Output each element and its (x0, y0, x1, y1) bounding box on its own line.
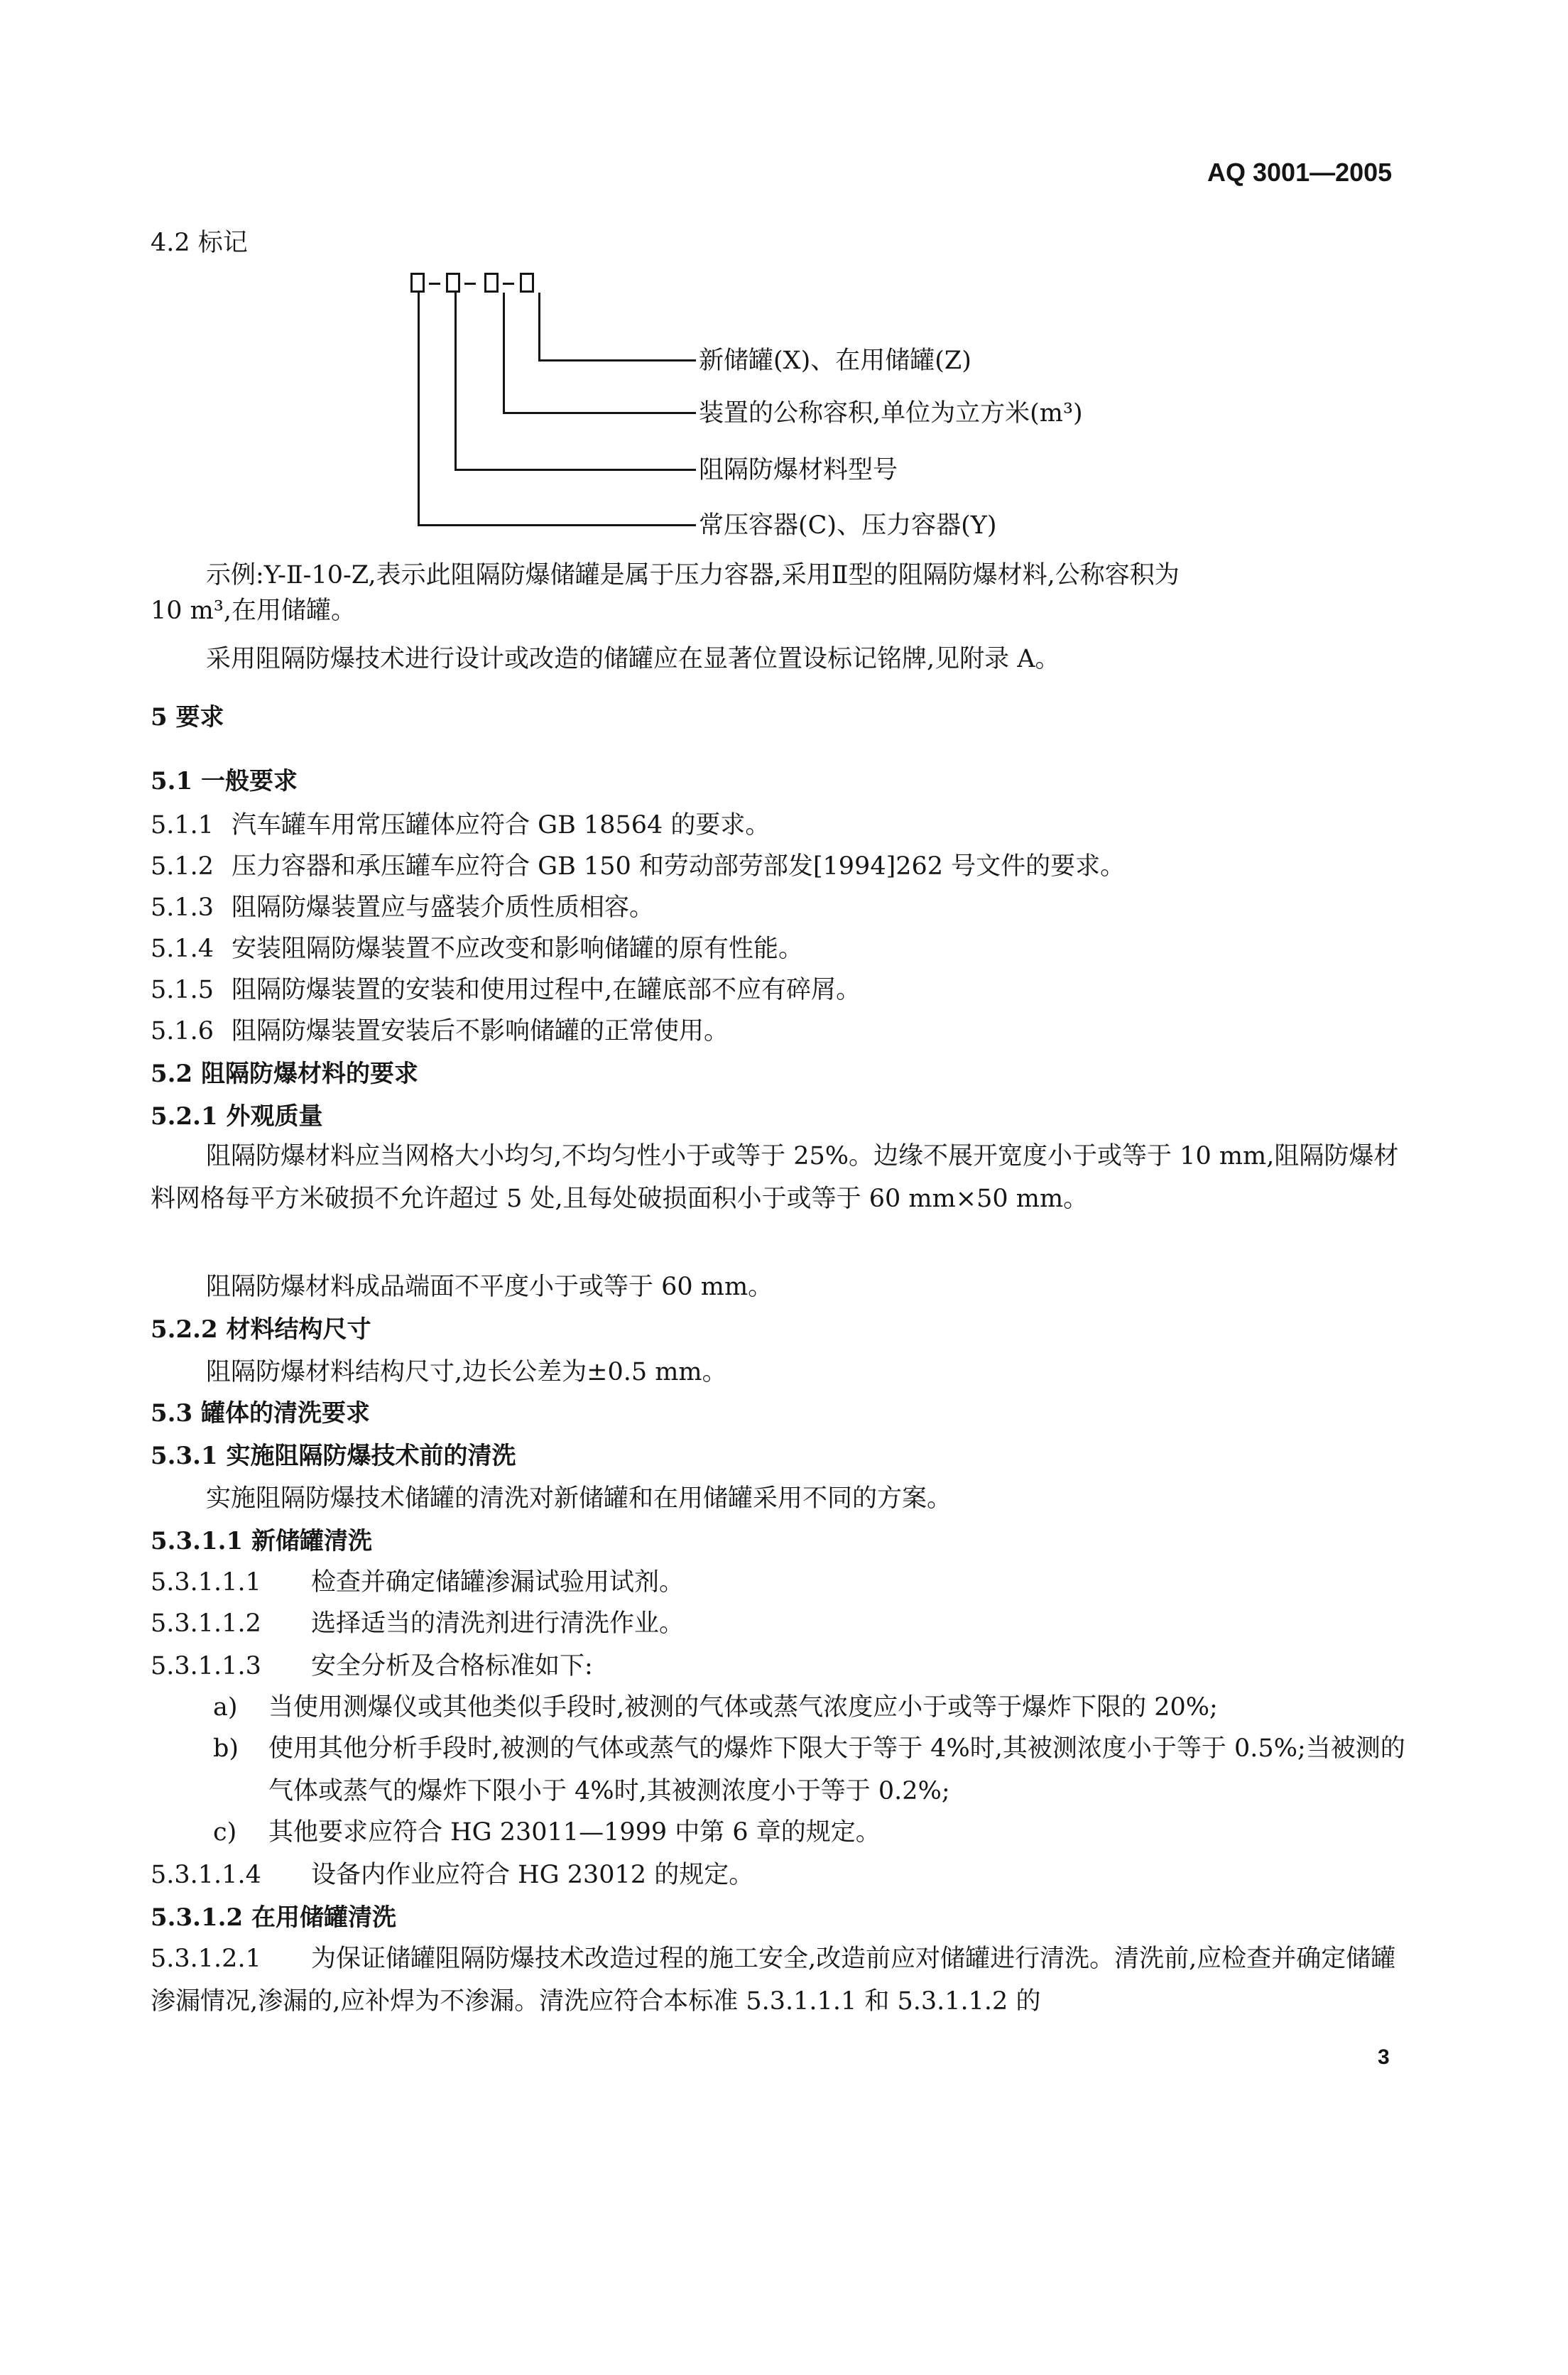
leader-line (503, 293, 505, 413)
page-number: 3 (1378, 2045, 1390, 2069)
marking-dash (429, 283, 440, 285)
leader-line (454, 469, 696, 471)
marking-label-volume: 装置的公称容积,单位为立方米(m³) (699, 399, 1083, 428)
clause-number: 5.1.3 (151, 893, 214, 922)
marking-box-2 (446, 273, 460, 293)
doc-code: AQ 3001—2005 (1207, 158, 1393, 187)
list-label: c) (213, 1818, 237, 1847)
clause-text: 压力容器和承压罐车应符合 GB 150 和劳动部劳部发[1994]262 号文件的要求。 (232, 852, 1126, 881)
clause-text: 汽车罐车用常压罐体应符合 GB 18564 的要求。 (232, 811, 771, 839)
section-5-2-2-title: 5.2.2 材料结构尺寸 (151, 1315, 371, 1344)
nameplate-note: 采用阻隔防爆技术进行设计或改造的储罐应在显著位置设标记铭牌,见附录 A。 (206, 645, 1060, 673)
clause-text: 选择适当的清洗剂进行清洗作业。 (311, 1609, 685, 1638)
leader-line (538, 359, 696, 362)
clause-5-1-1 (151, 811, 770, 839)
clause-5-1-2 (151, 852, 1125, 881)
section-5-2-title: 5.2 阻隔防爆材料的要求 (151, 1060, 418, 1088)
clause-number: 5.1.4 (151, 935, 214, 963)
marking-box-4 (520, 273, 534, 293)
marking-dash (503, 283, 514, 285)
section-5-1-title: 5.1 一般要求 (151, 767, 298, 795)
marking-dash (464, 283, 476, 285)
section-5-2-1-title: 5.2.1 外观质量 (151, 1102, 323, 1131)
clause-number: 5.1.2 (151, 852, 214, 881)
clause-5-1-4 (151, 935, 803, 963)
section-5-3-title: 5.3 罐体的清洗要求 (151, 1399, 370, 1428)
clause-text: 阻隔防爆装置应与盛装介质性质相容。 (232, 893, 655, 922)
clause-text: 安全分析及合格标准如下: (311, 1652, 593, 1680)
list-item-c (213, 1818, 881, 1847)
leader-line (503, 412, 696, 414)
leader-line (454, 293, 457, 470)
clause-number: 5.3.1.2.1 (151, 1945, 261, 1973)
list-label: a) (213, 1693, 238, 1722)
clause-number: 5.1.6 (151, 1017, 214, 1045)
section-5-3-1-2-title: 5.3.1.2 在用储罐清洗 (151, 1903, 396, 1932)
marking-box-3 (484, 273, 499, 293)
clause-text: 设备内作业应符合 HG 23012 的规定。 (311, 1861, 754, 1889)
list-text: 使用其他分析手段时,被测的气体或蒸气的爆炸下限大于等于 4%时,其被测浓度小于等于 0.5%;当被测的气体或蒸气的爆炸下限小于 4%时,其被测浓度小于等于 0.2%; (268, 1734, 1405, 1805)
clause-5-3-1-1-2 (151, 1609, 684, 1638)
clause-5-3-1-1-3 (151, 1652, 593, 1680)
list-label: b) (213, 1734, 239, 1763)
list-item-a (213, 1693, 1218, 1722)
paragraph-5-2-1-b: 阻隔防爆材料成品端面不平度小于或等于 60 mm。 (206, 1273, 773, 1301)
leader-line (418, 293, 420, 526)
clause-number: 5.3.1.1.4 (151, 1861, 261, 1889)
section-4-2-title: 4.2 标记 (151, 229, 248, 257)
marking-box-1 (410, 273, 425, 293)
leader-line (418, 524, 696, 526)
clause-text: 阻隔防爆装置的安装和使用过程中,在罐底部不应有碎屑。 (232, 976, 861, 1004)
clause-5-1-3 (151, 893, 654, 922)
clause-text: 安装阻隔防爆装置不应改变和影响储罐的原有性能。 (232, 935, 804, 963)
clause-number: 5.3.1.1.1 (151, 1568, 261, 1597)
clause-number: 5.1.5 (151, 976, 214, 1004)
example-line-1: 示例:Y-Ⅱ-10-Z,表示此阻隔防爆储罐是属于压力容器,采用Ⅱ型的阻隔防爆材料,公称容积为 (206, 561, 1180, 589)
clause-5-3-1-1-1 (151, 1568, 684, 1597)
clause-number: 5.3.1.1.2 (151, 1609, 261, 1638)
list-text: 其他要求应符合 HG 23011—1999 中第 6 章的规定。 (268, 1818, 881, 1847)
marking-label-vessel-type: 常压容器(C)、压力容器(Y) (699, 511, 997, 540)
list-text: 当使用测爆仪或其他类似手段时,被测的气体或蒸气浓度应小于或等于爆炸下限的 20%; (268, 1693, 1218, 1722)
section-5-title: 5 要求 (151, 703, 224, 732)
section-5-3-1-title: 5.3.1 实施阻隔防爆技术前的清洗 (151, 1442, 516, 1470)
clause-number: 5.1.1 (151, 811, 214, 839)
clause-number: 5.3.1.1.3 (151, 1652, 261, 1680)
leader-line (538, 293, 540, 361)
example-line-2: 10 m³,在用储罐。 (151, 597, 356, 625)
clause-text: 阻隔防爆装置安装后不影响储罐的正常使用。 (232, 1017, 729, 1045)
marking-label-new-or-in-use: 新储罐(X)、在用储罐(Z) (699, 347, 971, 375)
clause-5-3-1-1-4 (151, 1861, 753, 1889)
marking-label-material-type: 阻隔防爆材料型号 (699, 456, 898, 484)
clause-5-1-5 (151, 976, 861, 1004)
clause-text: 为保证储罐阻隔防爆技术改造过程的施工安全,改造前应对储罐进行清洗。清洗前,应检查并确定储罐渗漏情况,渗漏的,应补焊为不渗漏。清洗应符合本标准 5.3.1.1.1 和 5.3.1.1.2 的 (151, 1945, 1396, 2016)
section-5-3-1-1-title: 5.3.1.1 新储罐清洗 (151, 1527, 372, 1555)
paragraph-5-2-2: 阻隔防爆材料结构尺寸,边长公差为±0.5 mm。 (206, 1358, 727, 1386)
paragraph-5-2-1-a: 阻隔防爆材料应当网格大小均匀,不均匀性小于或等于 25%。边缘不展开宽度小于或等于 10 mm,阻隔防爆材料网格每平方米破损不允许超过 5 处,且每处破损面积小于或等于 60 mm×50 mm。 (151, 1142, 1399, 1213)
paragraph-5-3-1: 实施阻隔防爆技术储罐的清洗对新储罐和在用储罐采用不同的方案。 (206, 1484, 952, 1513)
clause-5-3-1-2-1 (151, 1938, 1409, 2023)
clause-text: 检查并确定储罐渗漏试验用试剂。 (311, 1568, 685, 1597)
clause-5-1-6 (151, 1017, 729, 1045)
